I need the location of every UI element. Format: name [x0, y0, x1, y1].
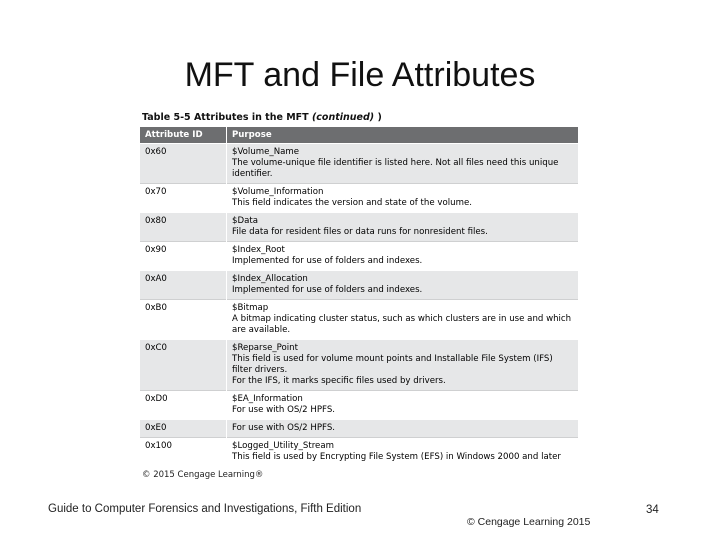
purpose-name: $EA_Information [232, 394, 303, 404]
attributes-table [140, 127, 578, 466]
attributes-table-figure [140, 112, 580, 480]
attribute-id-cell: 0x100 [140, 438, 227, 467]
purpose-name: $Index_Root [232, 245, 285, 255]
purpose-name: $Bitmap [232, 303, 269, 313]
table-row [140, 300, 578, 340]
purpose-name: $Reparse_Point [232, 343, 298, 353]
purpose-name: $Data [232, 216, 258, 226]
purpose-description: This field indicates the version and state of the volume. [232, 198, 472, 208]
header-purpose: Purpose [227, 127, 579, 144]
purpose-cell [227, 184, 579, 213]
purpose-cell [227, 300, 579, 340]
purpose-description: A bitmap indicating cluster status, such as which clusters are in use and which are available. [232, 314, 572, 335]
purpose-cell [227, 340, 579, 391]
table-caption [140, 112, 580, 123]
attribute-id-cell: 0x90 [140, 242, 227, 271]
footer-book-title: Guide to Computer Forensics and Investigations, Fifth Edition [48, 503, 362, 515]
purpose-description: Implemented for use of folders and indexes. [232, 256, 423, 266]
attribute-id-cell: 0xB0 [140, 300, 227, 340]
purpose-cell [227, 420, 579, 438]
attribute-id-cell: 0xD0 [140, 391, 227, 420]
purpose-description-2: For the IFS, it marks specific files used by drivers. [232, 376, 446, 386]
purpose-cell [227, 391, 579, 420]
table-row [140, 391, 578, 420]
table-row [140, 340, 578, 391]
table-row [140, 184, 578, 213]
attribute-id-cell: 0xA0 [140, 271, 227, 300]
purpose-description: This field is used by Encrypting File System (EFS) in Windows 2000 and later [232, 452, 561, 462]
purpose-description: Implemented for use of folders and indexes. [232, 285, 423, 295]
purpose-cell [227, 271, 579, 300]
attribute-id-cell: 0x60 [140, 144, 227, 184]
table-header-row [140, 127, 578, 144]
purpose-name: $Logged_Utility_Stream [232, 441, 334, 451]
purpose-name: $Volume_Information [232, 187, 324, 197]
caption-tail: ) [374, 112, 382, 123]
caption-prefix: Table 5-5 Attributes in the MFT [142, 112, 312, 123]
purpose-cell [227, 242, 579, 271]
purpose-name: $Index_Allocation [232, 274, 308, 284]
slide-title: MFT and File Attributes [184, 56, 536, 94]
caption-continued: (continued) [311, 112, 375, 123]
page-number: 34 [646, 504, 659, 516]
purpose-description: For use with OS/2 HPFS. [232, 405, 336, 415]
table-row [140, 420, 578, 438]
purpose-cell [227, 144, 579, 184]
purpose-description: This field is used for volume mount points and Installable File System (IFS) filter drivers. [232, 354, 553, 375]
header-attribute-id: Attribute ID [140, 127, 227, 144]
purpose-description: The volume-unique file identifier is listed here. Not all files need this unique identifier. [232, 158, 559, 179]
table-row [140, 271, 578, 300]
attribute-id-cell: 0x80 [140, 213, 227, 242]
attribute-id-cell: 0x70 [140, 184, 227, 213]
table-row [140, 242, 578, 271]
purpose-description: File data for resident files or data runs for nonresident files. [232, 227, 488, 237]
table-row [140, 438, 578, 467]
footer-copyright: © Cengage Learning 2015 [467, 516, 591, 528]
purpose-cell [227, 213, 579, 242]
purpose-cell [227, 438, 579, 467]
purpose-name: $Volume_Name [232, 147, 300, 157]
purpose-name: For use with OS/2 HPFS. [232, 423, 336, 433]
attribute-id-cell: 0xC0 [140, 340, 227, 391]
attribute-id-cell: 0xE0 [140, 420, 227, 438]
table-row [140, 144, 578, 184]
table-row [140, 213, 578, 242]
table-copyright: © 2015 Cengage Learning® [142, 470, 264, 480]
